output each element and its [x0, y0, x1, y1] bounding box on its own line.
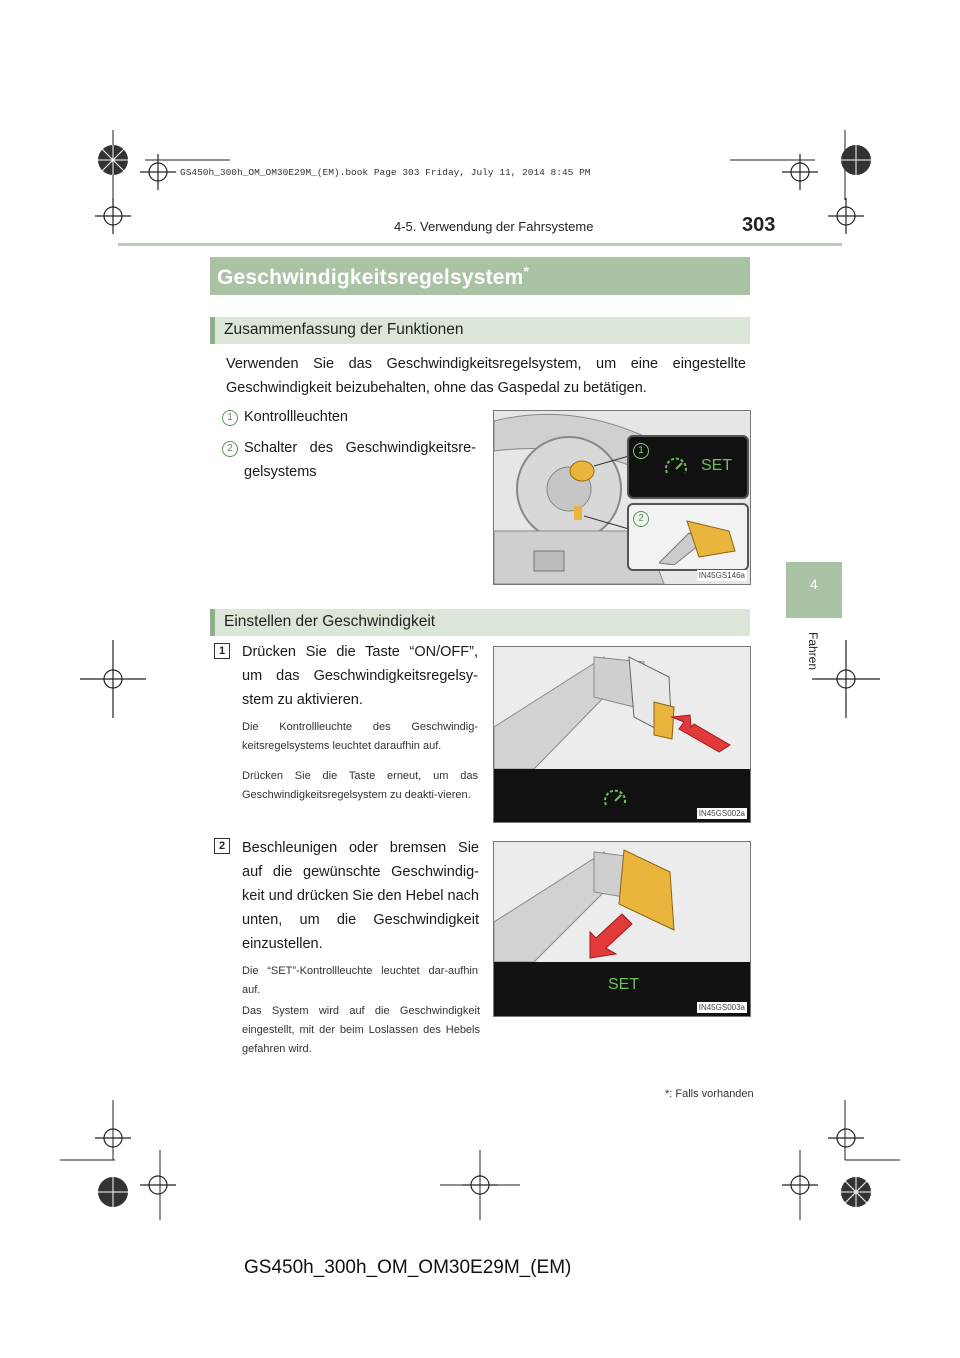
set-illustration — [493, 841, 751, 1017]
step-note-1a: Die Kontrollleuchte des Geschwindig-keitsregelsystems leuchtet daraufhin auf. — [242, 721, 478, 752]
display-callout — [627, 435, 749, 499]
page-number: 303 — [742, 214, 776, 236]
title-footnote-mark: * — [523, 263, 530, 279]
item-text-1: Kontrollleuchten — [244, 409, 348, 425]
header-rule — [118, 243, 842, 246]
callout-marker-1: 1 — [633, 443, 649, 459]
document-id: GS450h_300h_OM_OM30E29M_(EM) — [244, 1257, 572, 1278]
image-code: IN45GS146a — [698, 571, 745, 580]
step-text-1: Drücken Sie die Taste “ON/OFF”, um das Geschwindigkeitsregelsy-stem zu aktivieren. — [242, 644, 478, 708]
step-note-1b: Drücken Sie die Taste erneut, um das Geschwindigkeitsregelsystem zu deakti-vieren. — [242, 770, 478, 801]
chapter-tab-label: Fahren — [806, 632, 820, 671]
image-code: IN45GS002a — [698, 809, 745, 818]
chapter-tab-number: 4 — [810, 576, 818, 592]
section-heading-set-speed: Einstellen der Geschwindigkeit — [210, 609, 750, 636]
step-number-2: 2 — [214, 838, 230, 854]
step-note-2b: Das System wird auf die Geschwindigkeit eingestellt, mit der beim Loslassen des Hebels gefahren wird. — [242, 1005, 480, 1055]
item-marker-2: 2 — [222, 441, 238, 457]
section-heading-summary: Zusammenfassung der Funktionen — [210, 317, 750, 344]
page-title-bar — [210, 257, 750, 295]
lever-callout — [627, 503, 749, 571]
book-info-line: GS450h_300h_OM_OM30E29M_(EM).book Page 303 Friday, July 11, 2014 8:45 PM — [180, 167, 591, 178]
intro-text: Verwenden Sie das Geschwindigkeitsregelsystem, um eine eingestellte Geschwindigkeit beizubehalten, ohne das Gaspedal zu betätigen. — [226, 356, 746, 396]
image-code: IN45GS003a — [698, 1003, 745, 1012]
cruise-control-icon — [663, 455, 689, 477]
set-indicator: SET — [701, 457, 733, 474]
cockpit-illustration — [493, 410, 751, 585]
footnote: *: Falls vorhanden — [665, 1088, 754, 1100]
on-off-illustration — [493, 646, 751, 823]
lever-press-drawing — [494, 647, 750, 822]
chapter-header: 4-5. Verwendung der Fahrsysteme — [394, 219, 594, 234]
item-text-2: Schalter des Geschwindigkeitsre-gelsystems — [244, 440, 476, 480]
page-title: Geschwindigkeitsregelsystem* — [217, 263, 530, 289]
callout-marker-2: 2 — [633, 511, 649, 527]
set-indicator: SET — [608, 976, 640, 993]
step-number-1: 1 — [214, 643, 230, 659]
lever-small-drawing — [659, 513, 744, 565]
step-note-2a: Die “SET”-Kontrollleuchte leuchtet dar-aufhin auf. — [242, 965, 478, 996]
step-text-2: Beschleunigen oder bremsen Sie auf die gewünschte Geschwindig-keit und drücken Sie den Hebel nach unten, um die Geschwindigkeit einzustellen. — [242, 840, 479, 952]
item-marker-1: 1 — [222, 410, 238, 426]
